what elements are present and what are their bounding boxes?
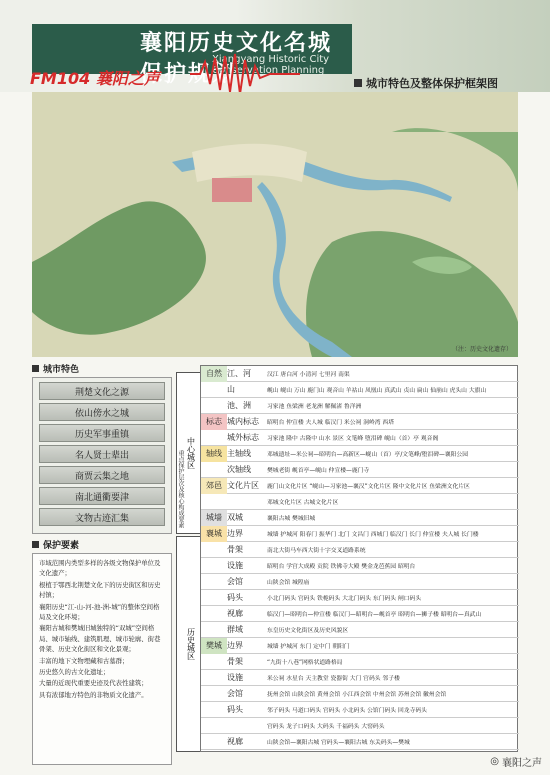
matrix-label: 城内标志: [227, 417, 259, 426]
bullet-item: 根植于鄂西北荆楚文化下的历史街区和历史村镇；: [39, 580, 161, 600]
section-title: 城市特色及整体保护框架图: [354, 75, 498, 91]
terrain-map: [32, 92, 518, 357]
matrix-row: [201, 366, 519, 382]
matrix-value: 官码头 龙子口码头 大码头 千福码头 大窑码头: [267, 724, 385, 730]
matrix-value: 邓城文化片区 古城文化片区: [267, 500, 339, 506]
matrix-category: 城墙: [201, 510, 227, 526]
matrix-row: [201, 622, 519, 638]
matrix-value: 山陕会馆 城隍庙: [267, 580, 310, 586]
matrix-value: 抚州会馆 山陕会馆 黄州会馆 小江西会馆 中州会馆 苏州会馆 徽州会馆: [267, 692, 447, 698]
matrix-row: [201, 414, 519, 430]
feature-item: 历史军事重镇: [39, 424, 165, 442]
axis-label: 重点保护层次及核心构成要素: [177, 450, 184, 528]
wechat-watermark: ◎ 襄阳之声: [490, 756, 542, 769]
matrix-value: 南北大街马车西大街十字交叉道路系统: [267, 548, 366, 554]
matrix-label: 骨架: [227, 545, 243, 554]
matrix-value: 小北门码头 官码头 铁桅码头 大北门码头 东门码头 闸口码头: [267, 596, 422, 602]
matrix-label: 山: [227, 385, 235, 394]
features-list: [32, 377, 172, 534]
feature-item: 文物古迹汇集: [39, 508, 165, 526]
matrix-row: [201, 558, 519, 574]
matrix-category: [201, 494, 227, 510]
matrix-category: [201, 590, 227, 606]
matrix-row: [201, 590, 519, 606]
matrix-label: 会馆: [227, 577, 243, 586]
matrix-value: 襄阳古城 樊城旧城: [267, 516, 316, 522]
matrix-value: 城墙 护城河 阳春门 振华门 北门 文昌门 西城门 临汉门 长门 仲宣楼 夫人城 长门楼: [267, 532, 479, 538]
protection-bullets: [32, 553, 172, 765]
matrix-label: 群域: [227, 625, 243, 634]
matrix-value: 临汉门—昭明台—仲宣楼 临汉门—昭明台—岘首亭 昭明台—狮子楼 昭明台—真武山: [267, 612, 482, 618]
feature-item: 名人贤士辈出: [39, 445, 165, 463]
matrix-row: [201, 574, 519, 590]
matrix-label: 次轴线: [227, 465, 251, 474]
matrix-row: [201, 382, 519, 398]
bullet-item: 历史悠久的古文化遗址；: [39, 668, 110, 677]
matrix-value: “九街十八巷”网格状道路格局: [267, 660, 343, 666]
matrix-label: 骨架: [227, 657, 243, 666]
page-title: 襄阳历史文化名城保护规划: [140, 31, 333, 87]
matrix-label: 设施: [227, 561, 243, 570]
feature-item: 依山傍水之城: [39, 403, 165, 421]
matrix-category: [201, 734, 227, 750]
matrix-label: [227, 494, 264, 510]
bullet-item: 丰富的地下文物埋藏和古墓群；: [39, 656, 129, 665]
matrix-label: 视廊: [227, 609, 243, 618]
matrix-row: [201, 718, 519, 734]
matrix-row: [201, 606, 519, 622]
matrix-row: [201, 494, 519, 510]
matrix-row: [201, 478, 519, 494]
matrix-label: 视廊: [227, 737, 243, 746]
feature-item: 南北通衢要津: [39, 487, 165, 505]
matrix-category: [201, 542, 227, 558]
matrix-label: 江、河: [227, 369, 251, 378]
matrix-row: [201, 734, 519, 750]
wechat-icon: ◎: [490, 756, 499, 767]
matrix-label: 双城: [227, 513, 243, 522]
matrix-category: [201, 574, 227, 590]
matrix-label: 城外标志: [227, 433, 259, 442]
matrix-row: [201, 670, 519, 686]
matrix-row: [201, 510, 519, 526]
zone-historic-city: 历史城区: [176, 536, 206, 752]
radio-wave-icon: [190, 50, 300, 95]
matrix-row: [201, 638, 519, 654]
matrix-category: [201, 558, 227, 574]
matrix-value: 邻子码头 马道口码头 官码头 小北码头 公馆门码头 回龙寺码头: [267, 708, 427, 714]
matrix-label: 边界: [227, 641, 243, 650]
matrix-category: 襄城: [201, 526, 227, 542]
radio-logo: FM104 襄阳之声: [30, 69, 160, 88]
matrix-row: [201, 686, 519, 702]
matrix-row: [201, 446, 519, 462]
left-panel: [32, 362, 172, 752]
matrix-row: [201, 526, 519, 542]
matrix-value: 昭明台 学宫大成殿 贡院 铁佛寺大殿 樊金龙芭蕉园 昭明台: [267, 564, 416, 570]
matrix-label: 码头: [227, 593, 243, 602]
feature-item: 荆楚文化之源: [39, 382, 165, 400]
matrix-label: 池、洲: [227, 401, 251, 410]
matrix-category: [201, 702, 227, 718]
bullet-item: 襄阳历史“江-山-河-池-洲-城”的整体空间格局及文化环境；: [39, 602, 160, 622]
matrix-category: [201, 430, 227, 446]
matrix-category: [201, 718, 227, 734]
matrix-category: 樊城: [201, 638, 227, 654]
matrix-value: 习家池 鱼梁洲 老龙洲 解佩渚 鲁洋洲: [267, 404, 362, 410]
matrix-row: [201, 430, 519, 446]
matrix-value: 城墙 护城河 东门 定中门 朝阳门: [267, 644, 350, 650]
matrix-row: [201, 398, 519, 414]
matrix-category: [201, 686, 227, 702]
matrix-value: 邓城遗址—米公祠—昭明台—高新区—岘山（首）亭/文笔峰/堕泪碑—襄阳公园: [267, 452, 469, 458]
matrix-label: 会馆: [227, 689, 243, 698]
matrix-value: 习家池 隆中 古隆中 山水 景区 文笔峰 堕泪碑 岘山（首）亭 观音阁: [267, 436, 439, 442]
matrix-value: 昭明台 仲宣楼 夫人城 临汉门 米公祠 洞岭湾 西塔: [267, 420, 394, 426]
matrix-category: 郊邑: [201, 478, 227, 494]
matrix-row: [201, 702, 519, 718]
matrix-value: 樊城老街 岘首亭—岘山 仲宣楼—鹿门寺: [267, 468, 370, 474]
matrix-category: [201, 382, 227, 398]
matrix-value: 东皇历史文化街区及历史风貌区: [267, 628, 349, 634]
bullet-item: 市域范围内类型多样的各级文物保护单位及文化遗产；: [39, 559, 161, 578]
matrix-category: [201, 622, 227, 638]
matrix-category: 轴线: [201, 446, 227, 462]
matrix-value: 汉江 唐白河 小清河 七里河 南渠: [267, 372, 350, 378]
matrix-category: 标志: [201, 414, 227, 430]
feature-item: 商贾云集之地: [39, 466, 165, 484]
matrix-label: 主轴线: [227, 449, 251, 458]
features-heading: 城市特色: [32, 362, 172, 374]
matrix-label: 边界: [227, 529, 243, 538]
matrix-row: [201, 462, 519, 478]
protection-matrix: [200, 365, 518, 752]
matrix-category: [201, 462, 227, 478]
zone-center-city: 中心城区: [176, 372, 206, 534]
matrix-category: [201, 670, 227, 686]
bullet-item: 襄阳古城和樊城旧城独特的“双城”空间格局、城市轴线、建筑肌理、城市轮廓、街巷骨架、历史文化街区和文化景观；: [39, 624, 161, 654]
matrix-value: 岘山 岘山 万山 鹿门山 观音山 羊祜山 凤凰山 真武山 贞山 扁山 仙崩山 虎头山 大旗山: [267, 388, 487, 394]
matrix-value: 山陕会馆—襄阳古城 官码头—襄阳古城 东关码头—樊城: [267, 740, 410, 746]
matrix-category: [201, 606, 227, 622]
matrix-value: 鹿门山文化片区 “岘山—习家池—襄汉”文化片区 隆中文化片区 鱼梁洲文化片区: [267, 484, 470, 490]
bullet-item: 大量的近现代重要史迹及代表性建筑；: [39, 679, 148, 688]
matrix-category: [201, 398, 227, 414]
protection-heading: 保护要素: [32, 538, 172, 550]
matrix-category: 自然: [201, 366, 227, 382]
planning-map: [32, 92, 518, 357]
page-subtitle: Xiangyang Historic City Conservation Planning: [212, 54, 330, 76]
matrix-value: 米公祠 水星台 天主教堂 瓷器街 大门 官码头 邻子楼: [267, 676, 400, 682]
matrix-label: 文化片区: [227, 481, 259, 490]
matrix-label: 设施: [227, 673, 243, 682]
matrix-label: 码头: [227, 705, 243, 714]
matrix-row: [201, 654, 519, 670]
map-note: （注：历史文化遗存）: [451, 346, 512, 353]
matrix-row: [201, 542, 519, 558]
matrix-label: [227, 718, 264, 734]
header: [0, 0, 550, 92]
matrix-category: [201, 654, 227, 670]
bullet-item: 具有浓郁地方特色的非物质文化遗产。: [39, 690, 148, 699]
